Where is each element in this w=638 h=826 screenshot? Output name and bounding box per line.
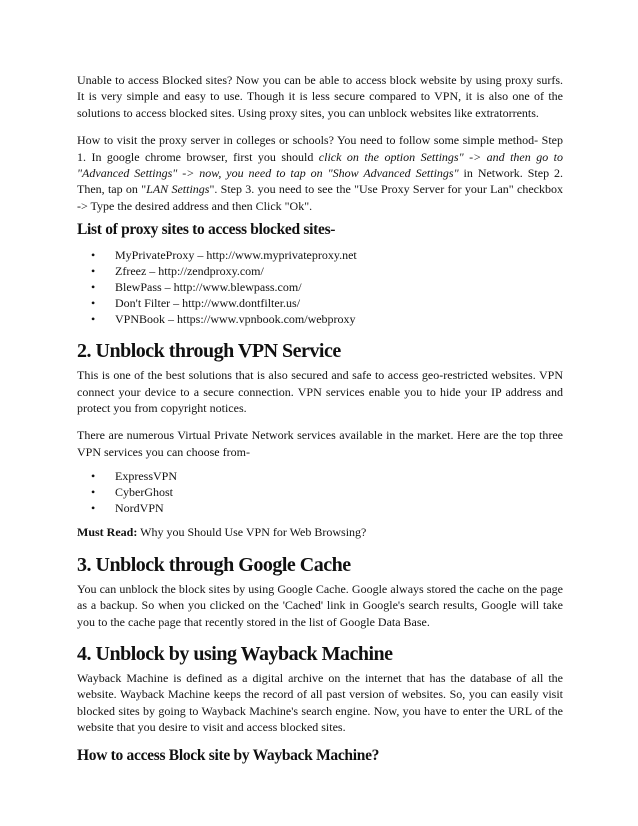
- list-item: [77, 279, 563, 295]
- proxy-list-heading: List of proxy sites to access blocked sites-: [77, 221, 336, 239]
- proxy-site-label: Don't Filter – http://www.dontfilter.us/: [115, 296, 301, 311]
- list-item: [77, 263, 563, 279]
- proxy-site-label: BlewPass – http://www.blewpass.com/: [115, 280, 302, 295]
- vpn-service-label: NordVPN: [115, 501, 164, 516]
- proxy-site-label: VPNBook – https://www.vpnbook.com/webproxy: [115, 312, 356, 327]
- list-item: [77, 484, 563, 500]
- list-item: [77, 500, 563, 516]
- wayback-paragraph: Wayback Machine is defined as a digital archive on the internet that has the database of all the website. Wayback Machine keeps the record of all past version of websites. So, you can easily visit blocked sites by going to Wayback Machine's search engine. Now, you have to enter the URL of the website that you desire to visit and access blocked sites.: [77, 670, 563, 735]
- intro-paragraph: Unable to access Blocked sites? Now you can be able to access block website by using proxy surfs. It is very simple and easy to use. Though it is less secure compared to VPN, it is also one of the solutions to access blocked sites. Using proxy sites, you can unblock websites like extratorrents.: [77, 73, 563, 120]
- bullet-icon: •: [91, 312, 96, 327]
- cache-section-heading: 3. Unblock through Google Cache: [77, 553, 351, 576]
- vpn-service-list: [77, 468, 563, 516]
- proxy-steps-text-2: in Network. Step 2. Then, tap on ": [77, 166, 563, 197]
- must-read-label: Must Read:: [77, 525, 138, 540]
- list-item: [77, 247, 563, 263]
- proxy-site-label: MyPrivateProxy – http://www.myprivateproxy.net: [115, 248, 357, 263]
- vpn-service-label: CyberGhost: [115, 485, 173, 500]
- bullet-icon: •: [91, 485, 96, 500]
- must-read-line: [77, 524, 563, 540]
- vpn-section-heading: 2. Unblock through VPN Service: [77, 340, 341, 363]
- wayback-howto-heading: How to access Block site by Wayback Machine?: [77, 746, 380, 764]
- list-item: [77, 468, 563, 484]
- bullet-icon: •: [91, 280, 96, 295]
- cache-paragraph: You can unblock the block sites by using Google Cache. Google always stored the cache on the page as a backup. So when you clicked on the 'Cached' link in Google's search results, Google will take you to the cache page that recently stored in the list of Google Data Base.: [77, 581, 563, 629]
- wayback-section-heading: 4. Unblock by using Wayback Machine: [77, 642, 393, 665]
- bullet-icon: •: [91, 296, 96, 311]
- must-read-text: Why you Should Use VPN for Web Browsing?: [137, 525, 367, 540]
- proxy-site-list: [77, 247, 563, 327]
- bullet-icon: •: [91, 264, 96, 279]
- list-item: [77, 295, 563, 311]
- vpn-paragraph-2: There are numerous Virtual Private Network services available in the market. Here are the top three VPN services you can choose from-: [77, 428, 563, 459]
- proxy-steps-settings-instruction: click on the option Settings" -> and then go to "Advanced Settings" -> now, you need to tap on "Show Advanced Settings": [77, 149, 563, 181]
- list-item: [77, 311, 563, 327]
- document-content: [77, 72, 563, 773]
- bullet-icon: •: [91, 501, 96, 516]
- proxy-steps-text-3: ". Step 3. you need to see the "Use Proxy Server for your Lan" checkbox -> Type the desired address and then Click "Ok".: [77, 182, 563, 213]
- vpn-service-label: ExpressVPN: [115, 469, 177, 484]
- proxy-steps-lan-settings: LAN Settings: [146, 182, 210, 197]
- proxy-steps-text-1: How to visit the proxy server in colleges or schools? You need to follow some simple method- Step 1. In google chrome browser, first you should: [77, 133, 563, 164]
- bullet-icon: •: [91, 469, 96, 484]
- proxy-site-label: Zfreez – http://zendproxy.com/: [115, 264, 264, 279]
- proxy-steps-paragraph: [77, 132, 563, 214]
- vpn-paragraph-1: This is one of the best solutions that is also secured and safe to access geo-restricted websites. VPN connect your device to a secure connection. VPN services enable you to hide your IP address and protect you from copyright notices.: [77, 368, 563, 416]
- bullet-icon: •: [91, 248, 96, 263]
